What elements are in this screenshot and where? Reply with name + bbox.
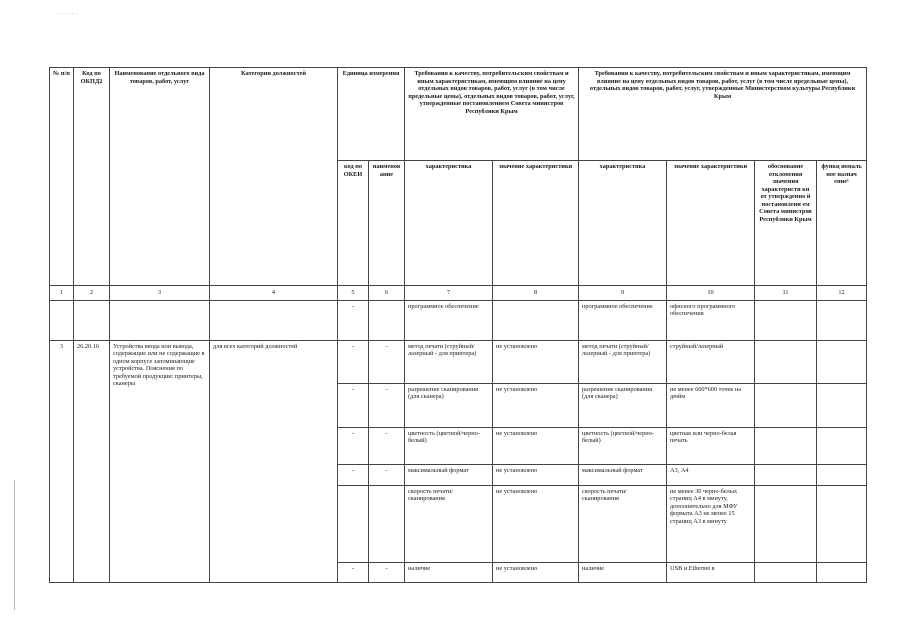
col-number: 12 xyxy=(817,286,867,301)
row-gov-value: не установлено xyxy=(493,464,579,485)
row-okei: - xyxy=(338,562,369,582)
row-unit: - xyxy=(369,340,405,383)
header-num: № п/п xyxy=(50,68,74,286)
col-number: 5 xyxy=(338,286,369,301)
header-gov-value: значение характеристики xyxy=(493,161,579,286)
table-row xyxy=(50,340,867,383)
row-min-value: А3, А4 xyxy=(667,464,755,485)
header-unit-name: наименов ание xyxy=(369,161,405,286)
row-gov-value: не установлено xyxy=(493,485,579,562)
header-gov-char: характеристика xyxy=(405,161,493,286)
header-categories: Категории должностей xyxy=(210,68,338,286)
row-unit: - xyxy=(369,383,405,427)
row-okei: - xyxy=(338,464,369,485)
row-min-char: цветность (цветной/черно-белый) xyxy=(579,427,667,464)
row-gov-char: максимальный формат xyxy=(405,464,493,485)
row-unit: - xyxy=(369,427,405,464)
header-okpd: Код по ОКПД2 xyxy=(74,68,110,286)
header-min-value: значение характеристики xyxy=(667,161,755,286)
col-number: 1 xyxy=(50,286,74,301)
item-okpd: 26.20.16 xyxy=(74,340,110,582)
col-number: 9 xyxy=(579,286,667,301)
row-gov-value: не установлено xyxy=(493,340,579,383)
item-categories: для всех категорий должностей xyxy=(210,340,338,582)
cont-min-char: программное обеспечение xyxy=(579,300,667,340)
header-name: Наименование отдельного вида товаров, работ, услуг xyxy=(110,68,210,286)
scan-specks: ...... xyxy=(58,10,79,16)
item-name: Устройства ввода или вывода, содержащие или не содержащие в одном корпусе запоминающие устройства. Пояснения по требуемой продукции: принтеры, сканеры xyxy=(110,340,210,582)
row-min-char: разрешение сканирования (для сканера) xyxy=(579,383,667,427)
header-function: функц иональ ное назнач ение¹ xyxy=(817,161,867,286)
row-okei: - xyxy=(338,383,369,427)
header-min-char: характеристика xyxy=(579,161,667,286)
row-gov-char: разрешение сканирования (для сканера) xyxy=(405,383,493,427)
scan-edge-mark xyxy=(14,480,15,610)
col-number: 11 xyxy=(755,286,817,301)
requirements-table xyxy=(49,67,867,583)
row-okei: - xyxy=(338,427,369,464)
row-min-value: цветная или черно-белая печать xyxy=(667,427,755,464)
row-gov-char: цветность (цветной/черно-белый) xyxy=(405,427,493,464)
row-gov-value: не установлено xyxy=(493,383,579,427)
row-okei: - xyxy=(338,340,369,383)
row-okei xyxy=(338,485,369,562)
row-unit: - xyxy=(369,562,405,582)
continuation-row xyxy=(50,300,867,340)
col-number: 4 xyxy=(210,286,338,301)
column-number-row xyxy=(50,286,867,301)
row-gov-value: не установлено xyxy=(493,427,579,464)
col-number: 3 xyxy=(110,286,210,301)
col-number: 10 xyxy=(667,286,755,301)
col-number: 2 xyxy=(74,286,110,301)
col-number: 8 xyxy=(493,286,579,301)
row-unit: - xyxy=(369,464,405,485)
cont-okei: - xyxy=(338,300,369,340)
cont-gov-char: программное обеспечение xyxy=(405,300,493,340)
row-min-value: USB и Ethernet в xyxy=(667,562,755,582)
header-min-group: Требования к качеству, потребительским свойствам и иным характеристикам, имеющим влияние на цену отдельных видов товаров, работ, услуг (в том числе предельные цены), отдельных видов товаров, работ, услуг, утвержденные Министерством культуры Республики Крым xyxy=(579,68,867,161)
row-min-value: не менее 600*600 точек на дюйм xyxy=(667,383,755,427)
header-gov-group: Требования к качеству, потребительским свойствам и иным характеристикам, имеющим влияние на цену отдельных видов товаров, работ, услуг (в том числе предельные цены), отдельных видов товаров, работ, услуг, утвержденные постановлением Совета министров Республики Крым xyxy=(405,68,579,161)
col-number: 7 xyxy=(405,286,493,301)
row-gov-char: скорость печати/сканирования xyxy=(405,485,493,562)
row-gov-value: не установлено xyxy=(493,562,579,582)
row-min-char: метод печати (струйный/лазерный - для принтера) xyxy=(579,340,667,383)
header-row-top xyxy=(50,68,867,161)
cont-min-value: офисного программного обеспечения xyxy=(667,300,755,340)
row-min-char: максимальный формат xyxy=(579,464,667,485)
header-justification: обоснование отклонения значения характеристи ки от утвержденно й постановлени ем Совета министров Республики Крым xyxy=(755,161,817,286)
row-min-char: скорость печати/сканирования xyxy=(579,485,667,562)
item-num: 3 xyxy=(50,340,74,582)
header-unit-group: Единица измерения xyxy=(338,68,405,161)
row-min-value: струйный/лазерный xyxy=(667,340,755,383)
row-gov-char: метод печати (струйный/лазерный - для принтера) xyxy=(405,340,493,383)
row-unit xyxy=(369,485,405,562)
header-okei: код по ОКЕИ xyxy=(338,161,369,286)
col-number: 6 xyxy=(369,286,405,301)
row-min-value: не менее 30 черно-белых страниц А4 в минуту, дополнительно для МФУ формата А3 не менее 15 страниц А3 в минуту xyxy=(667,485,755,562)
row-min-char: наличие xyxy=(579,562,667,582)
row-gov-char: наличие xyxy=(405,562,493,582)
